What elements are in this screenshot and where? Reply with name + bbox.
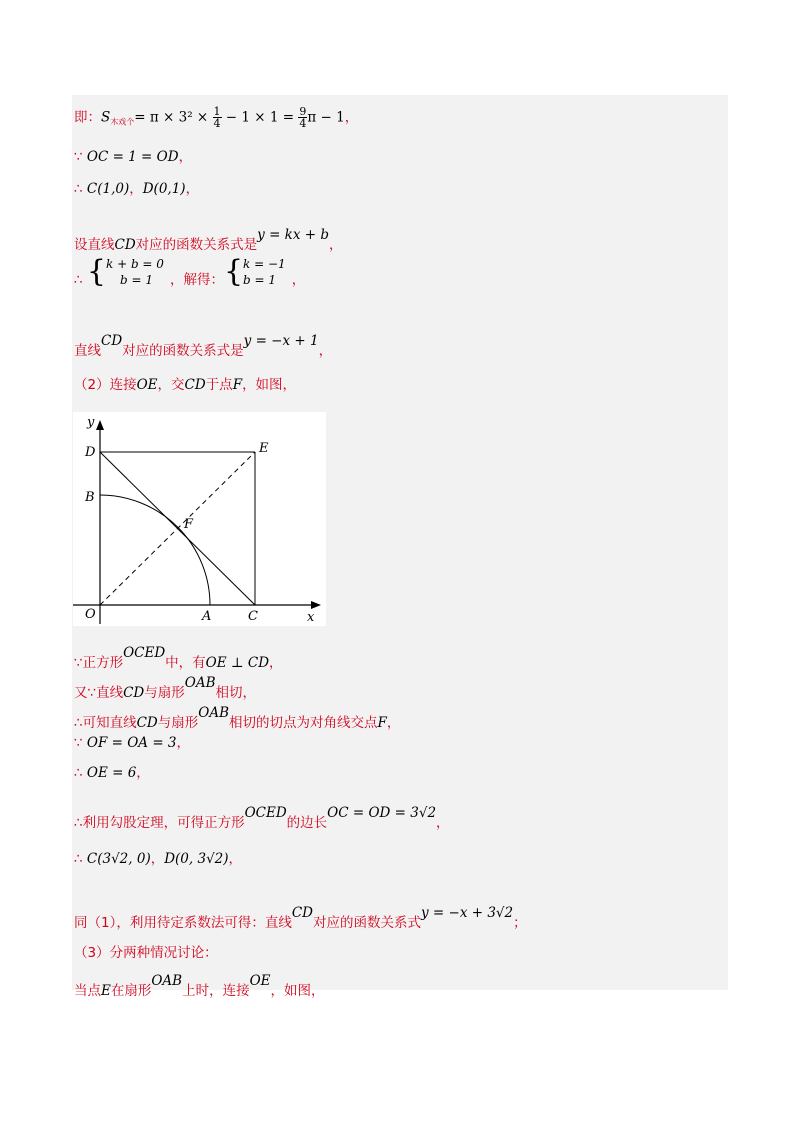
math-linear-function: y = −x + 1	[243, 333, 319, 349]
line-therefore-points	[74, 180, 199, 198]
text-segment: 于点	[205, 377, 233, 393]
math-linear-function: y = −x + 3√2	[421, 905, 514, 921]
math-f: F	[377, 715, 387, 731]
text-segment: （2）连接	[74, 377, 137, 393]
math-perpendicular: OE ⊥ CD	[205, 655, 270, 671]
text-segment: 当点	[74, 983, 101, 999]
because-symbol: ∵	[74, 735, 87, 751]
punctuation: ，	[176, 735, 191, 751]
text-segment: 相切，	[215, 685, 256, 701]
math-oe: OE	[136, 377, 158, 393]
line-set-line-cd	[74, 226, 343, 254]
punctuation: ，	[178, 149, 193, 165]
math-cd: CD	[114, 237, 136, 253]
because-symbol: ∵	[74, 149, 87, 165]
math-cd: CD	[184, 377, 206, 393]
text-segment: ，如图，	[242, 377, 297, 393]
math-expression: OC = 1 = OD	[86, 149, 179, 165]
math-expression: OF = OA = 3	[86, 735, 177, 751]
punctuation: ，	[185, 181, 200, 197]
math-expression: π − 1	[307, 109, 345, 126]
punctuation: ，	[228, 851, 243, 867]
math-expression: − 1 × 1 =	[221, 109, 299, 126]
equation-system-1	[106, 256, 164, 288]
line-area-formula	[74, 106, 358, 132]
geometry-figure	[73, 412, 326, 626]
text-segment: （3）分两种情况讨论：	[74, 945, 218, 961]
label-x: x	[307, 610, 315, 625]
line-square-perpendicular	[74, 644, 283, 672]
point-c-coords: C(3√2, 0)	[86, 851, 151, 867]
punctuation: ，	[386, 715, 401, 731]
therefore-symbol: ∴	[74, 272, 87, 288]
math-cd: CD	[101, 333, 123, 349]
line-equation-systems	[74, 254, 305, 298]
label-f: F	[184, 517, 194, 532]
math-oe: OE	[249, 973, 271, 989]
equation: b = 1	[119, 273, 153, 287]
punctuation: ，	[318, 343, 333, 359]
line-point-e-on-sector	[74, 972, 325, 1000]
text-segment: 上时，连接	[182, 983, 250, 999]
math-expression: = π × 3² ×	[134, 109, 213, 126]
math-cd: CD	[123, 685, 145, 701]
label-c: C	[248, 609, 258, 624]
fraction-denominator: 4	[299, 117, 307, 130]
text-segment: 在扇形	[110, 983, 152, 999]
math-cd: CD	[291, 905, 313, 921]
punctuation: ，	[436, 815, 450, 831]
line-part3-intro	[74, 944, 218, 962]
arc-ab	[100, 495, 210, 605]
figure-svg	[73, 412, 326, 626]
text-segment: 与扇形	[144, 685, 185, 701]
fraction-numerator: 1	[213, 105, 221, 118]
left-brace: {	[86, 254, 106, 289]
math-cd: CD	[136, 715, 158, 731]
label-o: O	[85, 607, 96, 622]
label-b: B	[85, 490, 95, 505]
area-symbol: S	[101, 109, 111, 126]
line-oe-six	[74, 764, 150, 782]
text-segment: ，如图，	[270, 983, 325, 999]
punctuation: ，	[329, 237, 343, 253]
area-subscript: 木戏个	[110, 117, 135, 127]
text-segment: 相切的切点为对角线交点	[229, 715, 378, 731]
point-d-coords: D(0, 3√2)	[164, 851, 229, 867]
text-segment: 设直线	[74, 237, 115, 253]
text-segment: 同（1），利用待定系数法可得：直线	[74, 915, 292, 931]
text-segment: 对应的函数关系式是	[122, 343, 244, 359]
math-expression: OE = 6	[86, 765, 137, 781]
text-segment: 与扇形	[157, 715, 199, 731]
line-cd-result-2	[74, 904, 527, 932]
text-segment: ∴利用勾股定理，可得正方形	[74, 815, 245, 831]
therefore-symbol: ∴	[74, 851, 87, 867]
punctuation: ；	[513, 915, 527, 931]
line-part2-intro	[74, 376, 296, 394]
punctuation: ，	[291, 272, 306, 288]
label-a: A	[202, 609, 212, 624]
label-d: D	[85, 445, 96, 460]
line-of-oa	[74, 734, 190, 752]
punctuation: ，	[150, 851, 165, 867]
x-axis-arrow	[311, 601, 321, 609]
fraction-denominator: 4	[213, 117, 221, 130]
line-cd-result	[74, 332, 332, 360]
left-brace: {	[223, 254, 244, 289]
equation-system-2	[243, 256, 286, 288]
math-oced: OCED	[123, 645, 166, 661]
therefore-symbol: ∴	[74, 181, 87, 197]
point-d-coords: D(0,1)	[142, 181, 186, 197]
therefore-symbol: ∴	[74, 765, 87, 781]
math-oced: OCED	[244, 805, 287, 821]
math-side-length: OC = OD = 3√2	[327, 805, 437, 821]
line-new-points	[74, 850, 242, 868]
fraction-one-quarter	[213, 106, 222, 129]
prefix-text: 即：	[74, 109, 101, 126]
label-y: y	[87, 415, 95, 430]
equation: k = −1	[243, 257, 286, 271]
line-tangent	[74, 674, 256, 702]
punctuation: ，	[269, 655, 283, 671]
math-oab: OAB	[198, 705, 229, 721]
solve-text: ，解得：	[169, 272, 224, 288]
math-linear-function: y = kx + b	[257, 227, 330, 243]
text-segment: ，交	[157, 377, 185, 393]
text-segment: 中，有	[165, 655, 206, 671]
math-f: F	[232, 377, 243, 393]
text-segment: 直线	[74, 343, 101, 359]
text-segment: 对应的函数关系式	[313, 915, 421, 931]
text-segment: ∵正方形	[74, 655, 124, 671]
line-tangent-point	[74, 704, 400, 732]
math-oab: OAB	[184, 675, 216, 691]
line-because-oc-od	[74, 148, 192, 166]
math-oab: OAB	[151, 973, 183, 989]
equation: b = 1	[243, 273, 277, 287]
text-segment: 对应的函数关系式是	[135, 237, 258, 253]
text-segment: ∴可知直线	[74, 715, 137, 731]
text-segment: 又∵直线	[74, 685, 124, 701]
y-axis-arrow	[96, 420, 104, 430]
text-segment: 的边长	[286, 815, 328, 831]
punctuation: ，	[129, 181, 143, 197]
punctuation: ，	[136, 765, 150, 781]
fraction-numerator: 9	[299, 105, 307, 118]
math-e: E	[101, 983, 111, 999]
label-e: E	[259, 441, 269, 456]
punctuation: ，	[344, 109, 359, 126]
equation: k + b = 0	[105, 257, 164, 271]
point-c-coords: C(1,0)	[86, 181, 130, 197]
line-pythagoras	[74, 804, 450, 832]
